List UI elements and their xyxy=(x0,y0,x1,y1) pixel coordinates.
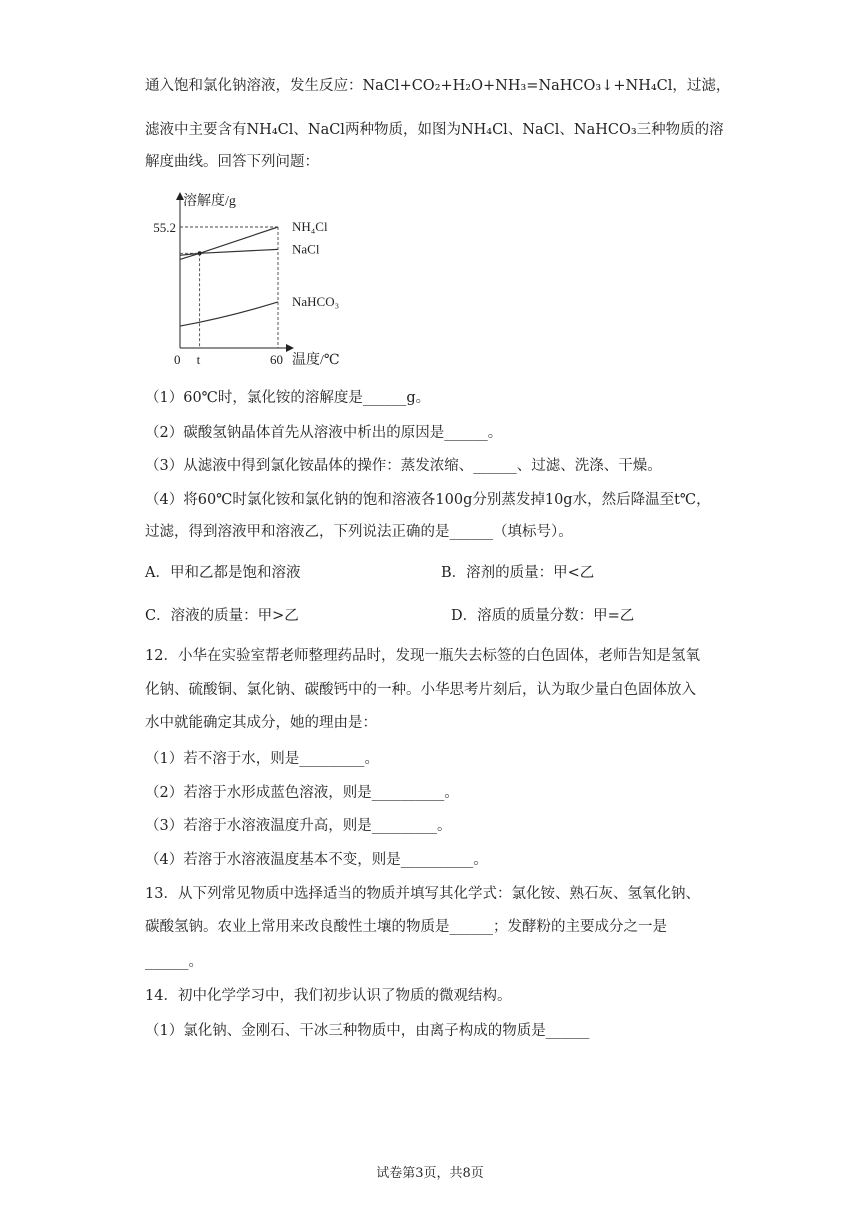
q13-line-2: 碳酸氢钠。农业上常用来改良酸性土壤的物质是______；发酵粉的主要成分之一是 xyxy=(145,919,667,935)
q13-line-3: ______。 xyxy=(145,954,203,970)
q12-line-3: 水中就能确定其成分，她的理由是： xyxy=(145,715,377,731)
q11-sub-2: （2）碳酸氢钠晶体首先从溶液中析出的原因是______。 xyxy=(145,425,503,441)
intro-line-2: 滤液中主要含有NH₄Cl、NaCl两种物质，如图为NH₄Cl、NaCl、NaHCO₃三种物质的溶 xyxy=(145,122,724,138)
page-footer: 试卷第3页，共8页 xyxy=(376,1166,484,1181)
q12-sub-2: （2）若溶于水形成蓝色溶液，则是__________。 xyxy=(145,785,459,801)
x-tick-60: 60 xyxy=(270,352,283,367)
q12-line-2: 化钠、硫酸铜、氯化钠、碳酸钙中的一种。小华思考片刻后，认为取少量白色固体放入 xyxy=(145,682,696,698)
y-tick-55-2: 55.2 xyxy=(153,220,176,235)
q11-option-a: A．甲和乙都是饱和溶液 xyxy=(145,565,301,581)
q11-sub-1: （1）60℃时，氯化铵的溶解度是______g。 xyxy=(145,390,431,406)
q11-sub-4b: 过滤，得到溶液甲和溶液乙，下列说法正确的是______（填标号）。 xyxy=(145,524,573,540)
q12-sub-4: （4）若溶于水溶液温度基本不变，则是__________。 xyxy=(145,852,488,868)
series-label-1: NH₄Cl xyxy=(292,219,328,234)
series-line-2 xyxy=(180,249,278,255)
q14-sub-1: （1）氯化钠、金刚石、干冰三种物质中，由离子构成的物质是______ xyxy=(145,1023,590,1039)
q14-line-1: 14．初中化学学习中，我们初步认识了物质的微观结构。 xyxy=(145,988,512,1004)
x-axis-arrow xyxy=(286,344,294,352)
y-axis-label: 溶解度/g xyxy=(183,194,236,209)
series-line-1 xyxy=(180,227,278,259)
q12-sub-3: （3）若溶于水溶液温度升高，则是_________。 xyxy=(145,818,452,834)
x-tick-t: t xyxy=(196,352,201,367)
x-tick-0: 0 xyxy=(174,352,181,367)
q11-option-b: B．溶剂的质量：甲<乙 xyxy=(441,565,595,581)
intro-line-1: 通入饱和氯化钠溶液，发生反应：NaCl+CO₂+H₂O+NH₃=NaHCO₃↓+NH₄Cl，过滤， xyxy=(145,78,731,94)
q12-sub-1: （1）若不溶于水，则是_________。 xyxy=(145,751,379,767)
q11-option-d: D．溶质的质量分数：甲=乙 xyxy=(451,608,635,624)
x-axis-label: 温度/℃ xyxy=(292,353,340,368)
q12-line-1: 12．小华在实验室帮老师整理药品时，发现一瓶失去标签的白色固体，老师告知是氢氧 xyxy=(145,648,700,664)
series-line-3 xyxy=(180,302,278,326)
solubility-chart xyxy=(153,186,360,368)
intro-line-3: 解度曲线。回答下列问题： xyxy=(145,154,319,170)
q11-sub-4a: （4）将60℃时氯化铵和氯化钠的饱和溶液各100g分别蒸发掉10g水，然后降温至t℃， xyxy=(145,492,711,508)
series-label-2: NaCl xyxy=(292,241,320,257)
series-label-3: NaHCO₃ xyxy=(292,293,340,309)
q11-sub-3: （3）从滤液中得到氯化铵晶体的操作：蒸发浓缩、______、过滤、洗涤、干燥。 xyxy=(145,458,662,474)
q13-line-1: 13．从下列常见物质中选择适当的物质并填写其化学式：氯化铵、熟石灰、氢氧化钠、 xyxy=(145,886,700,902)
q11-option-c: C．溶液的质量：甲>乙 xyxy=(145,608,299,624)
